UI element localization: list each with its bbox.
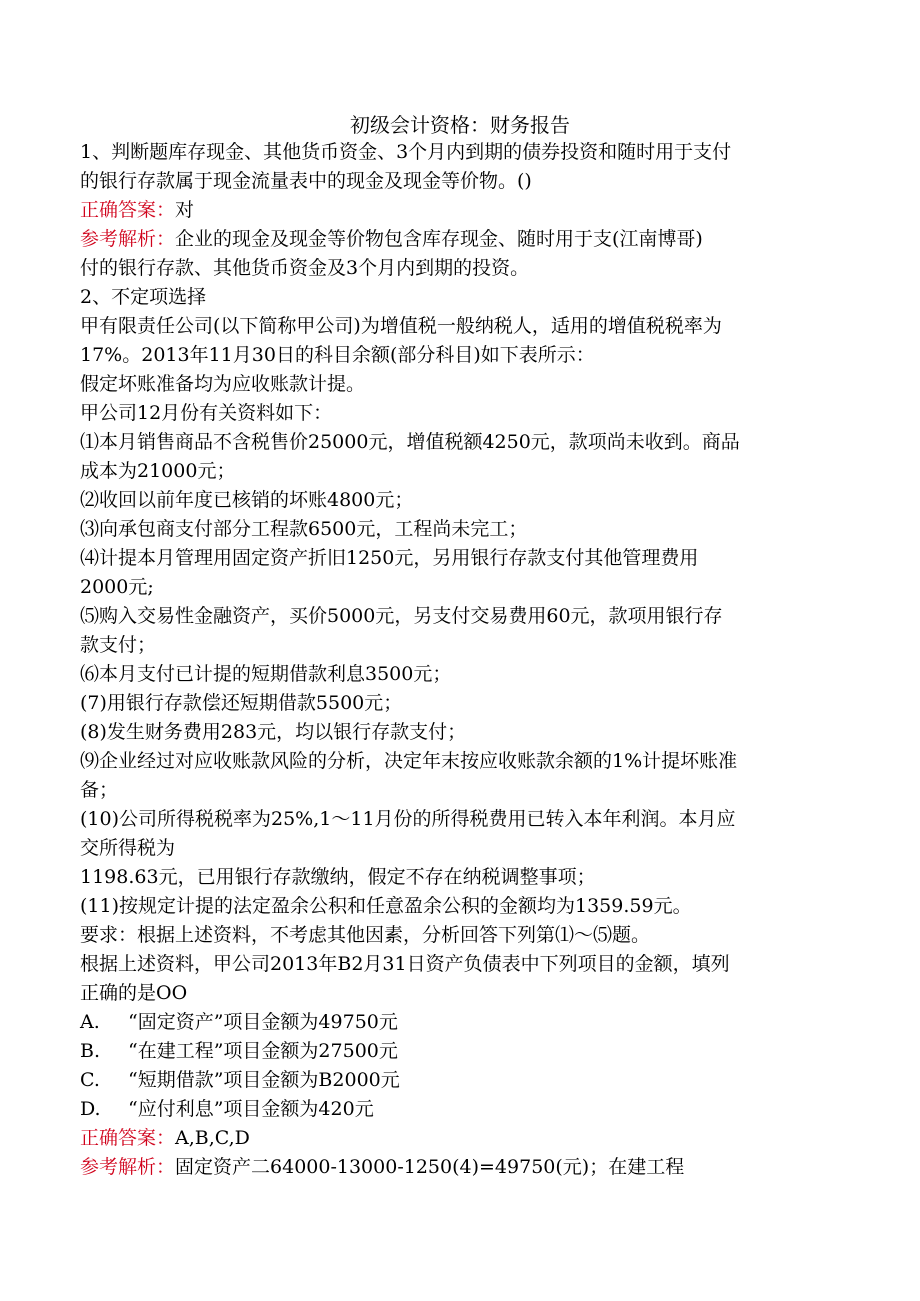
- answer-label: 正确答案：: [80, 199, 176, 221]
- option-c: [80, 1066, 840, 1095]
- answer-value: A,B,C,D: [175, 1127, 250, 1149]
- analysis-label: 参考解析：: [80, 228, 176, 250]
- q2-text-line: ⑴本月销售商品不含税售价25000元，增值税额4250元，款项尚未收到。商品: [80, 431, 740, 453]
- q2-text-line: 甲公司12月份有关资料如下：: [80, 402, 333, 424]
- q2-analysis: [80, 1153, 840, 1182]
- q2-text-line: 甲有限责任公司(以下简称甲公司)为增值税一般纳税人，适用的增值税税率为: [80, 315, 722, 337]
- q1-answer: [80, 196, 840, 225]
- analysis-text: 企业的现金及现金等价物包含库存现金、随时用于支(江南博哥): [175, 228, 703, 250]
- option-text: “短期借款”项目金额为B2000元: [128, 1069, 400, 1091]
- option-a: [80, 1008, 840, 1037]
- option-letter: B.: [80, 1040, 101, 1062]
- q2-text-line: ⑷计提本月管理用固定资产折旧1250元，另用银行存款支付其他管理费用: [80, 547, 699, 569]
- q2-text-line: ⑼企业经过对应收账款风险的分析，决定年末按应收账款余额的1%计提坏账准: [80, 750, 738, 772]
- answer-label: 正确答案：: [80, 1127, 176, 1149]
- option-text: “在建工程”项目金额为27500元: [128, 1040, 398, 1062]
- q2-text-line: 正确的是OO: [80, 982, 188, 1004]
- q2-text-line: 要求：根据上述资料，不考虑其他因素，分析回答下列第⑴～⑸题。: [80, 924, 651, 946]
- q2-text-line: 1198.63元，已用银行存款缴纳，假定不存在纳税调整事项；: [80, 866, 596, 888]
- document-title: 初级会计资格：财务报告: [350, 113, 570, 137]
- option-letter: C.: [80, 1069, 100, 1091]
- option-b: [80, 1037, 840, 1066]
- option-letter: A.: [80, 1011, 100, 1033]
- q2-text-line: 根据上述资料，甲公司2013年B2月31日资产负债表中下列项目的金额，填列: [80, 953, 730, 975]
- q2-text-line: 备；: [80, 779, 119, 801]
- q1-analysis-continued: 付的银行存款、其他货币资金及3个月内到期的投资。: [80, 257, 530, 279]
- q2-text-line: 款支付；: [80, 634, 157, 656]
- q1-text-line: 1、判断题库存现金、其他货币资金、3个月内到期的债券投资和随时用于支付: [80, 141, 732, 163]
- option-text: “固定资产”项目金额为49750元: [128, 1011, 398, 1033]
- q1-text-line: 的银行存款属于现金流量表中的现金及现金等价物。(): [80, 170, 532, 192]
- q2-text-line: (10)公司所得税税率为25%,1～11月份的所得税费用已转入本年利润。本月应: [80, 808, 736, 830]
- q2-answer: [80, 1124, 840, 1153]
- option-letter: D.: [80, 1098, 101, 1120]
- q2-text-line: ⑵收回以前年度已核销的坏账4800元；: [80, 489, 414, 511]
- q2-text-line: ⑶向承包商支付部分工程款6500元，工程尚未完工；: [80, 518, 528, 540]
- q2-text-line: (7)用银行存款偿还短期借款5500元；: [80, 692, 403, 714]
- q2-text-line: 成本为21000元；: [80, 460, 236, 482]
- analysis-text: 固定资产二64000-13000-1250(4)=49750(元)；在建工程: [175, 1156, 685, 1178]
- q1-analysis: [80, 225, 840, 254]
- option-d: [80, 1095, 840, 1124]
- q2-text-line: 2000元;: [80, 576, 154, 598]
- q2-text-line: 交所得税为: [80, 837, 176, 859]
- analysis-label: 参考解析：: [80, 1156, 176, 1178]
- answer-value: 对: [175, 199, 195, 221]
- q2-heading: 2、不定项选择: [80, 286, 207, 308]
- document-body: [80, 138, 840, 1182]
- q2-text-line: 17%。2013年11月30日的科目余额(部分科目)如下表所示：: [80, 344, 595, 366]
- q2-text-line: 假定坏账准备均为应收账款计提。: [80, 373, 366, 395]
- q2-text-line: (8)发生财务费用283元，均以银行存款支付；: [80, 721, 467, 743]
- option-text: “应付利息”项目金额为420元: [128, 1098, 374, 1120]
- q2-text-line: ⑹本月支付已计提的短期借款利息3500元；: [80, 663, 452, 685]
- q2-text-line: (11)按规定计提的法定盈余公积和任意盈余公积的金额均为1359.59元。: [80, 895, 692, 917]
- q2-text-line: ⑸购入交易性金融资产，买价5000元，另支付交易费用60元，款项用银行存: [80, 605, 723, 627]
